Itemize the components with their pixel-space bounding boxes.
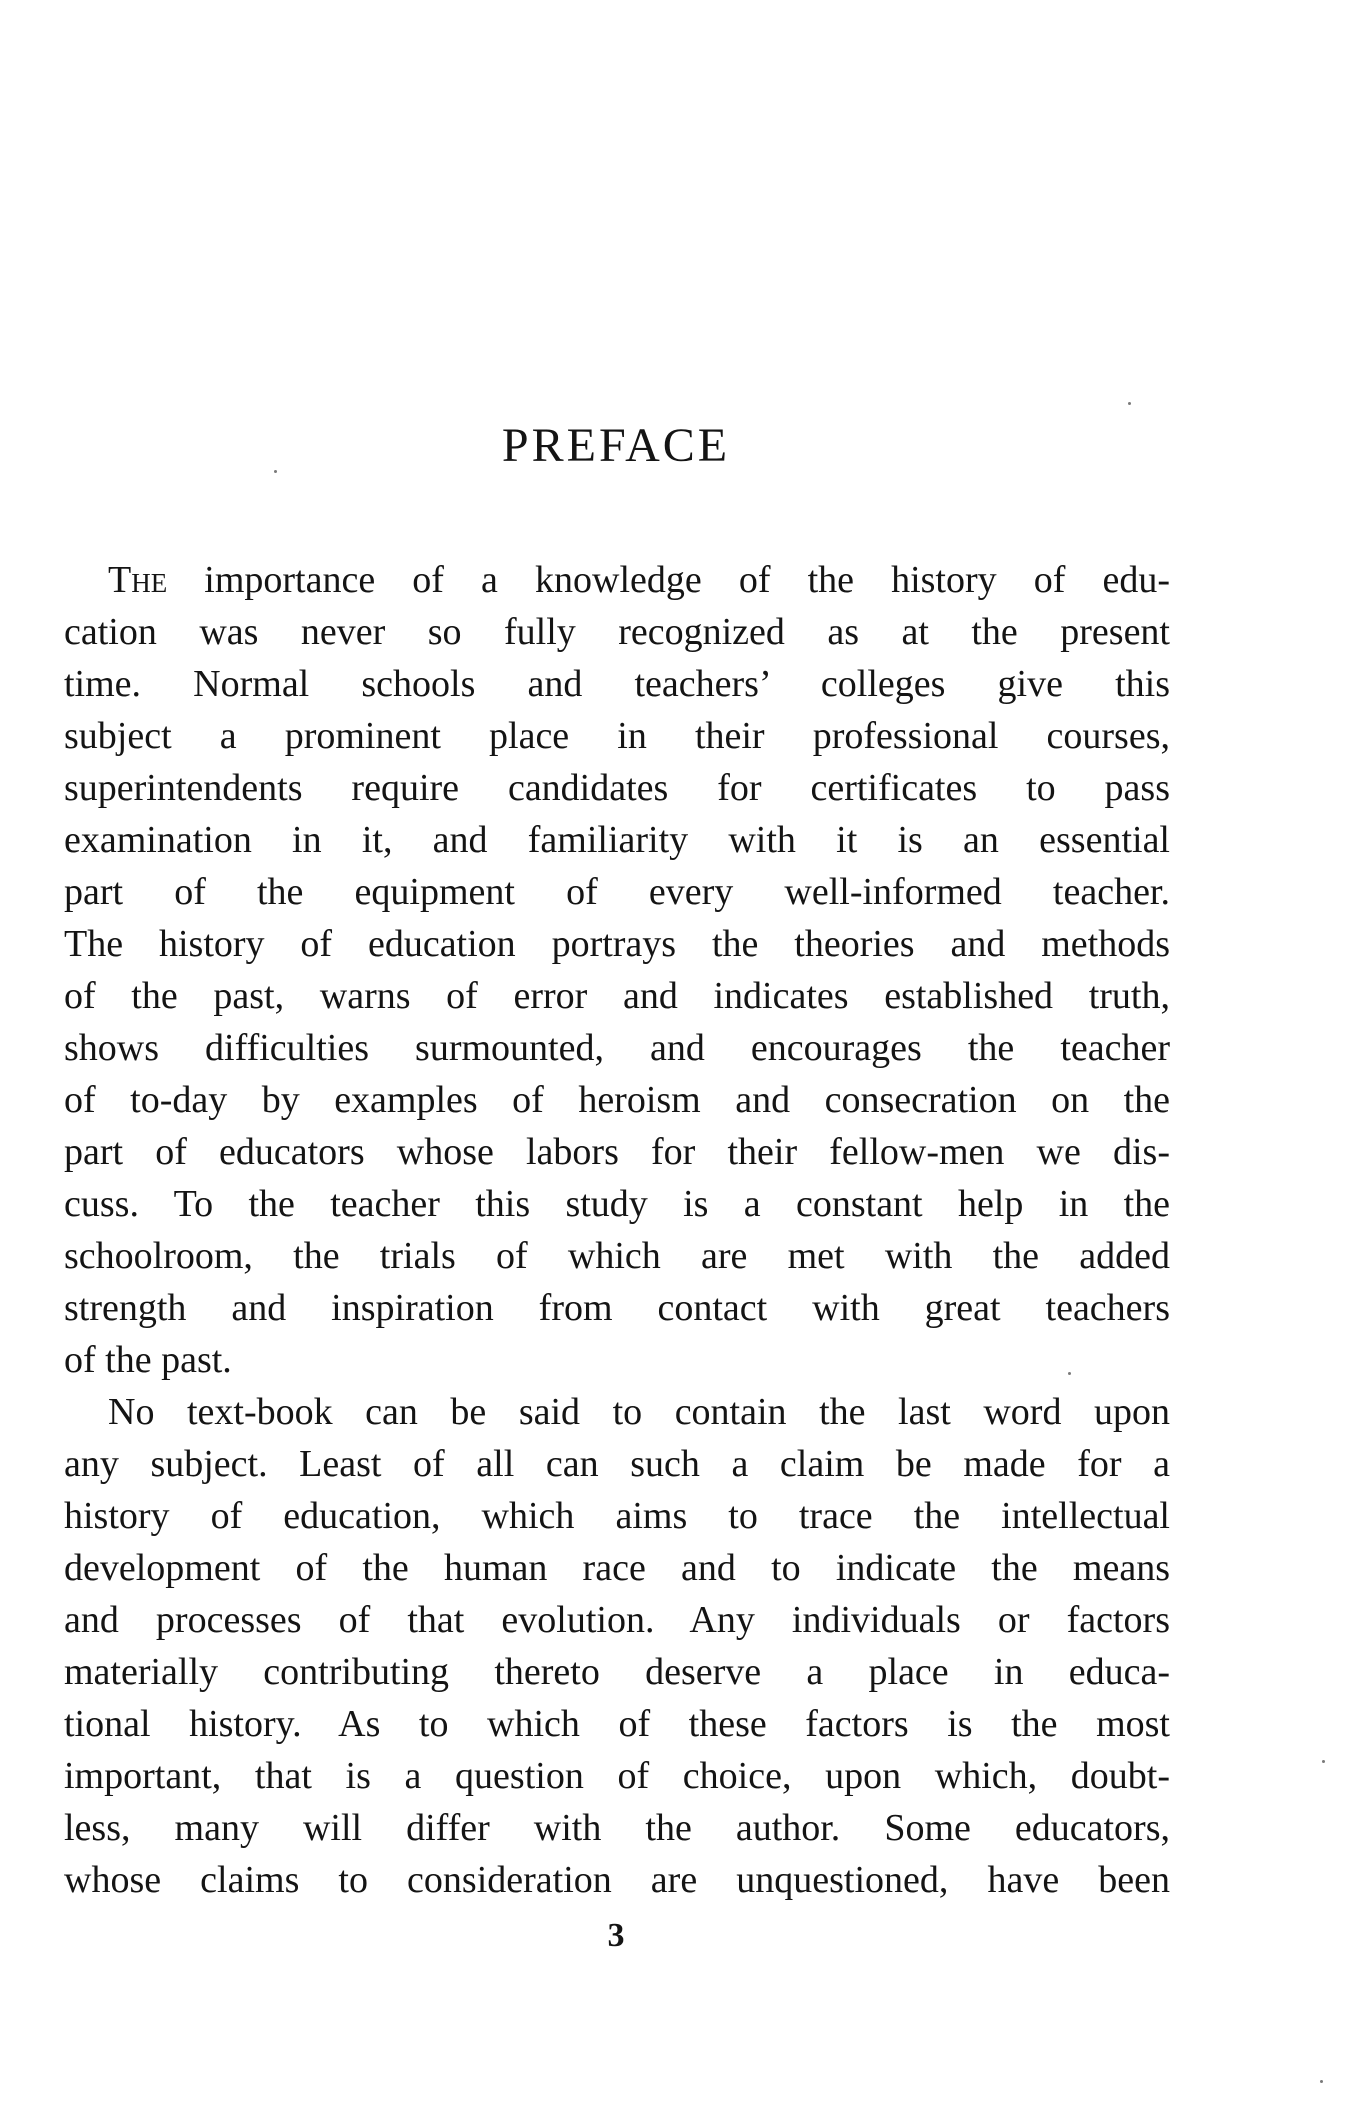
page-number: 3 <box>607 1917 625 1954</box>
text-line: of to-day by examples of heroism and consecration on the <box>64 1079 1170 1121</box>
text-line: cation was never so fully recognized as at the present <box>64 611 1170 653</box>
text-line: superintendents require candidates for certificates to pass <box>64 767 1170 809</box>
text-line: No text-book can be said to contain the last word upon <box>108 1391 1170 1433</box>
text-line: whose claims to consideration are unquestioned, have been <box>64 1859 1170 1901</box>
text-line <box>108 554 1170 606</box>
ink-speck <box>1320 2080 1323 2083</box>
text-line: shows difficulties surmounted, and encourages the teacher <box>64 1027 1170 1069</box>
text-line: materially contributing thereto deserve a place in educa- <box>64 1651 1170 1693</box>
ink-speck <box>1322 1760 1325 1763</box>
page-title: PREFACE <box>501 419 731 472</box>
ink-speck <box>1128 402 1131 405</box>
text-line: cuss. To the teacher this study is a constant help in the <box>64 1183 1170 1225</box>
text-line: tional history. As to which of these factors is the most <box>64 1703 1170 1745</box>
text-line: time. Normal schools and teachers’ colleges give this <box>64 663 1170 705</box>
text-line: any subject. Least of all can such a claim be made for a <box>64 1443 1170 1485</box>
text-line: examination in it, and familiarity with it is an essential <box>64 819 1170 861</box>
text-line: schoolroom, the trials of which are met with the added <box>64 1235 1170 1277</box>
text-line: part of the equipment of every well-informed teacher. <box>64 871 1170 913</box>
text-line: part of educators whose labors for their fellow-men we dis- <box>64 1131 1170 1173</box>
text-line: development of the human race and to indicate the means <box>64 1547 1170 1589</box>
text-line: The history of education portrays the theories and methods <box>64 923 1170 965</box>
text-line: subject a prominent place in their professional courses, <box>64 715 1170 757</box>
text-line: less, many will differ with the author. Some educators, <box>64 1807 1170 1849</box>
text-line: strength and inspiration from contact with great teachers <box>64 1287 1170 1329</box>
text-line-content: importance of a knowledge of the history of edu- <box>167 559 1170 601</box>
lead-word: The <box>108 559 168 601</box>
text-line: and processes of that evolution. Any individuals or factors <box>64 1599 1170 1641</box>
text-line: history of education, which aims to trace the intellectual <box>64 1495 1170 1537</box>
text-line: important, that is a question of choice, upon which, doubt- <box>64 1755 1170 1797</box>
text-line: of the past, warns of error and indicates established truth, <box>64 975 1170 1017</box>
text-line: of the past. <box>64 1339 232 1381</box>
